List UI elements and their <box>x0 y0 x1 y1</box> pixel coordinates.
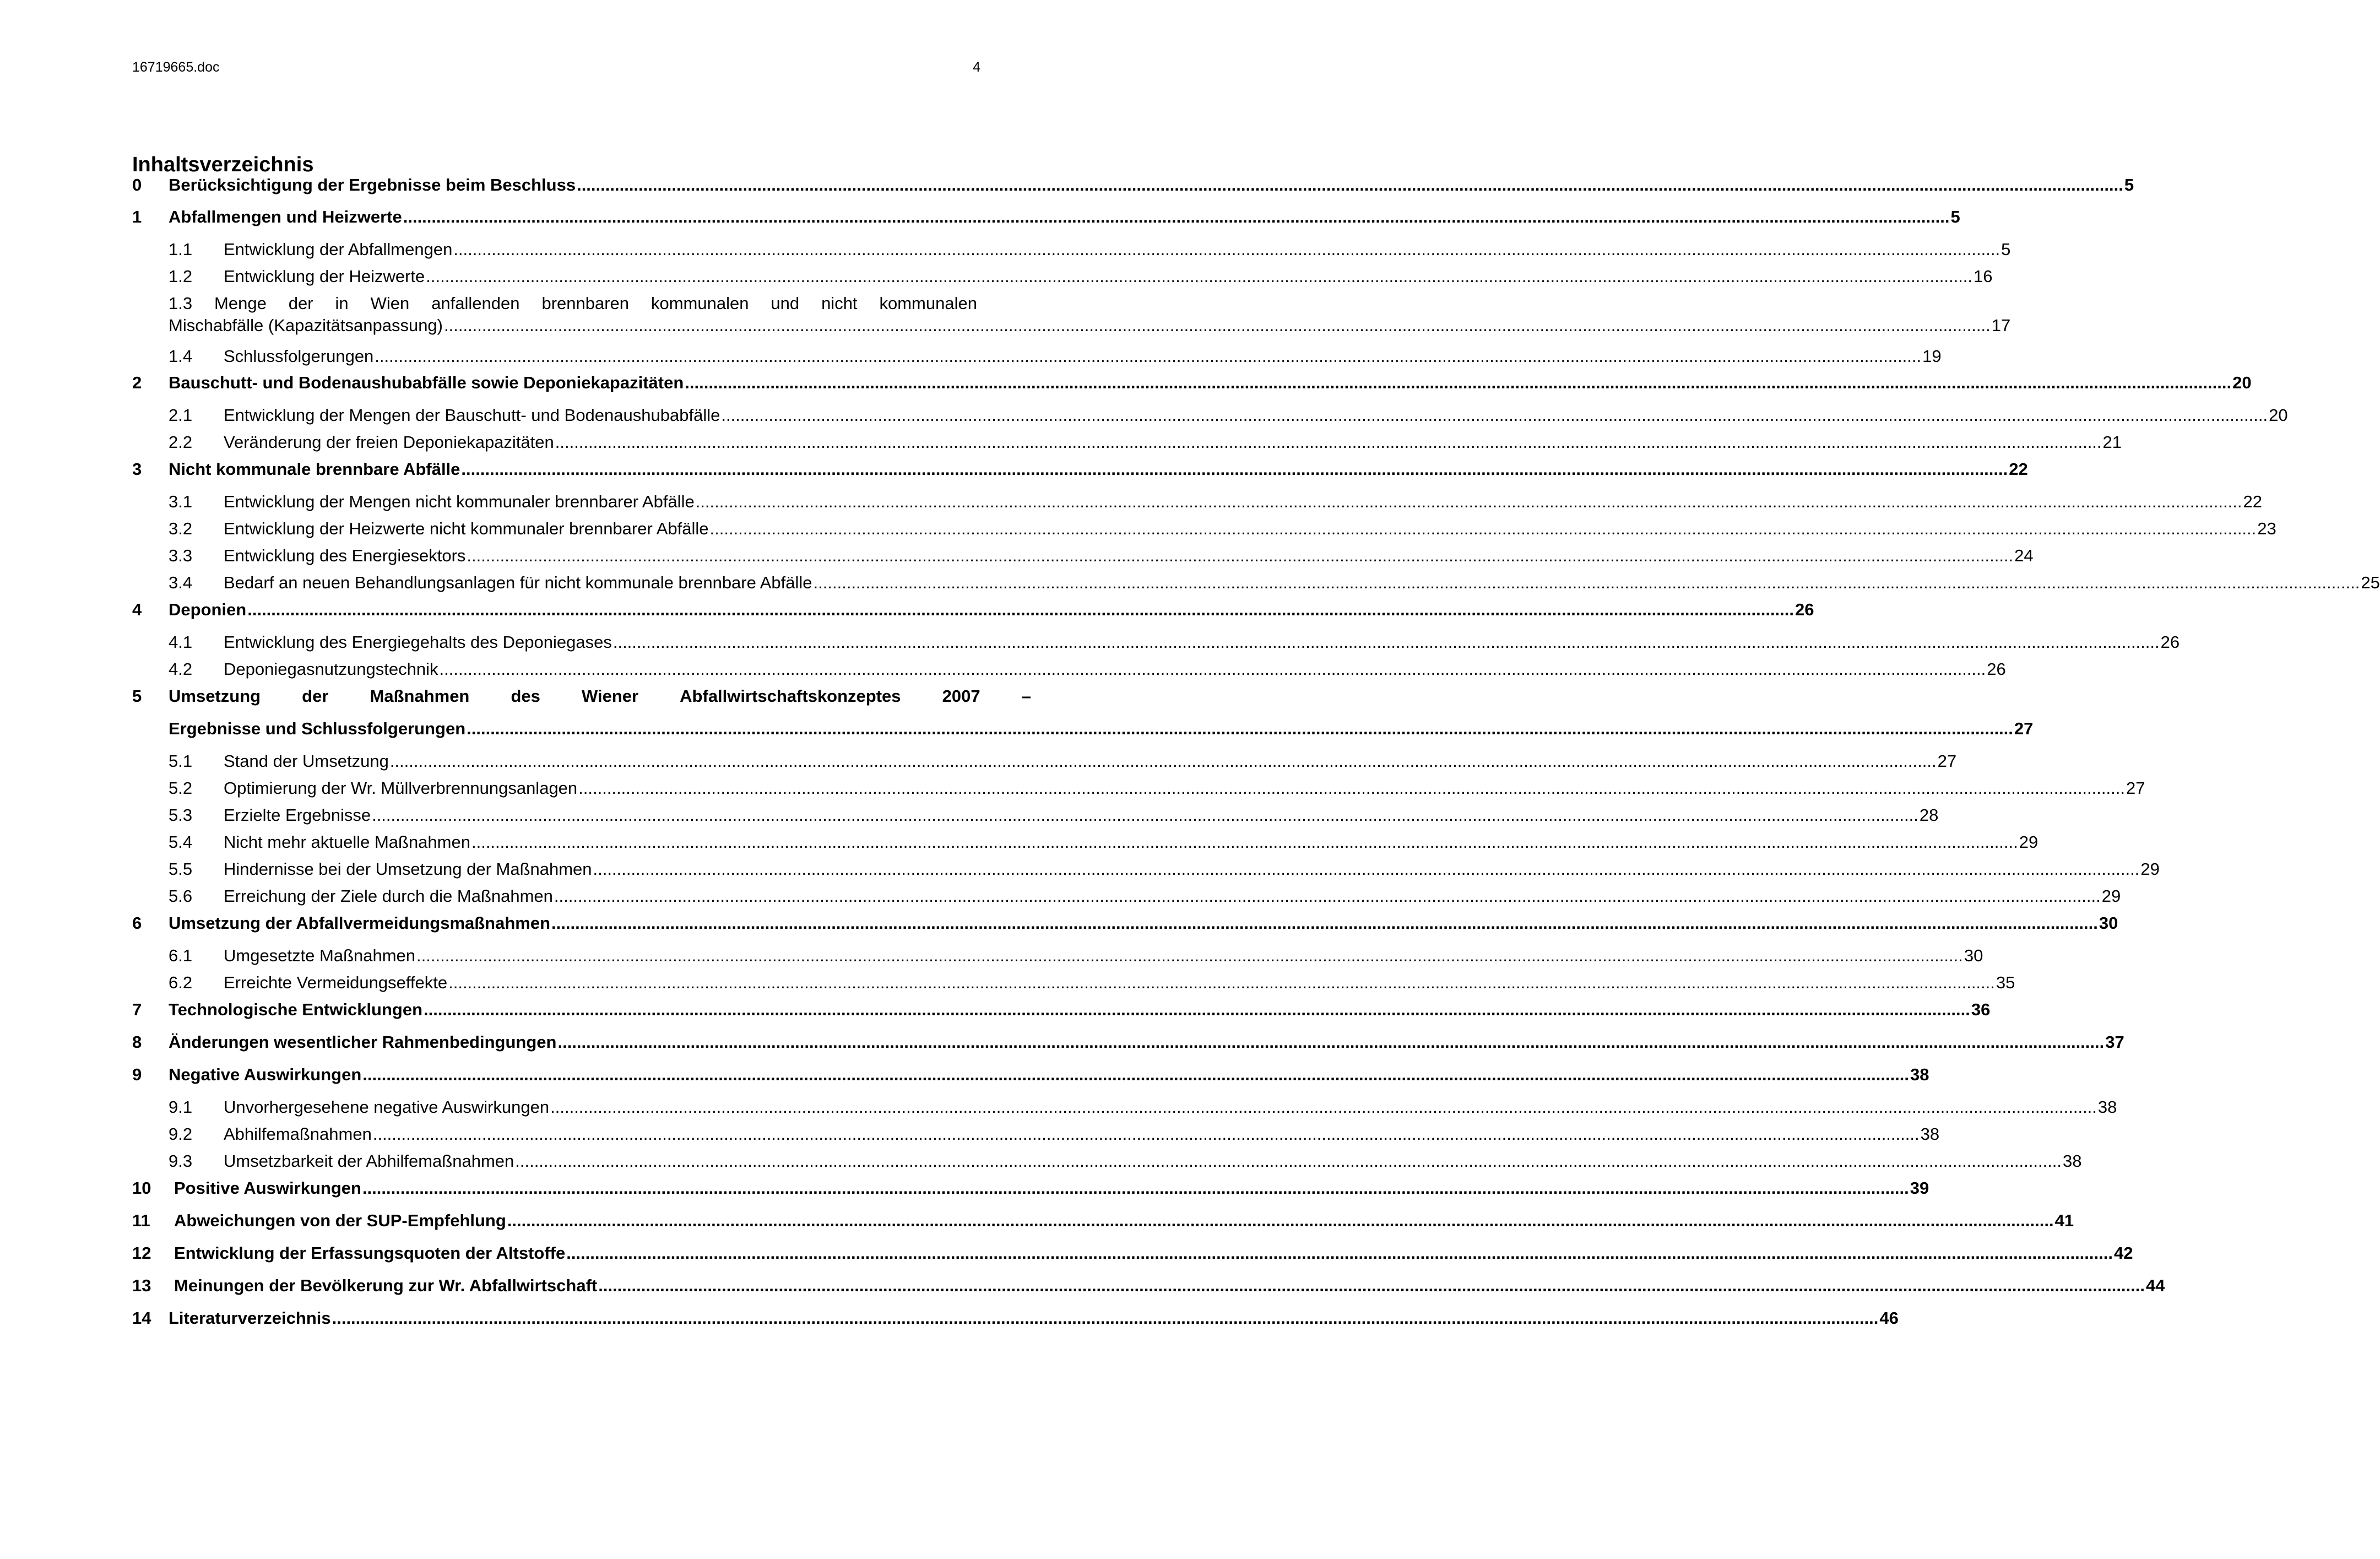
toc-entry-5-5[interactable]: 5.5 Hindernisse bei der Umsetzung der Maßnahmen ..... 29 <box>132 859 977 879</box>
toc-entry-5-2[interactable]: 5.2 Optimierung der Wr. Müllverbrennungsanlagen ..... 27 <box>132 778 977 798</box>
toc-entry-3-1[interactable]: 3.1 Entwicklung der Mengen nicht kommunaler brennbarer Abfälle ..... 22 <box>132 492 977 512</box>
toc-entry-5-1[interactable]: 5.1 Stand der Umsetzung ..... 27 <box>132 751 977 771</box>
toc-title: Inhaltsverzeichnis <box>132 153 314 176</box>
toc-entry-4-2[interactable]: 4.2 Deponiegasnutzungstechnik ..... 26 <box>132 659 977 679</box>
toc-entry-1-3[interactable]: 1.3 Menge der in Wien anfallenden brennbaren kommunalen und nicht kommunalen Mischabfälle (Kapazitätsanpassung) ..... 17 <box>169 294 977 335</box>
toc-entry-4-1[interactable]: 4.1 Entwicklung des Energiegehalts des Deponiegases ..... 26 <box>132 632 977 652</box>
toc-entry-12[interactable]: 12 Entwicklung der Erfassungsquoten der Altstoffe ..... 42 <box>132 1243 977 1263</box>
toc-entry-7[interactable]: 7 Technologische Entwicklungen ..... 36 <box>132 1000 977 1020</box>
toc-entry-6-2[interactable]: 6.2 Erreichte Vermeidungseffekte ..... 35 <box>132 973 977 993</box>
toc-entry-2-2[interactable]: 2.2 Veränderung der freien Deponiekapazitäten ..... 21 <box>132 432 977 452</box>
toc-entry-4[interactable]: 4 Deponien ..... 26 <box>132 600 977 620</box>
toc-entry-1-1[interactable]: 1.1 Entwicklung der Abfallmengen ..... 5 <box>132 240 977 259</box>
toc-entry-9-3[interactable]: 9.3 Umsetzbarkeit der Abhilfemaßnahmen ..... 38 <box>132 1151 977 1171</box>
toc-entry-9[interactable]: 9 Negative Auswirkungen ..... 38 <box>132 1065 977 1085</box>
toc-entry-8[interactable]: 8 Änderungen wesentlicher Rahmenbedingungen ..... 37 <box>132 1032 977 1052</box>
toc-entry-13[interactable]: 13 Meinungen der Bevölkerung zur Wr. Abfallwirtschaft ..... 44 <box>132 1276 977 1296</box>
toc-entry-3-2[interactable]: 3.2 Entwicklung der Heizwerte nicht kommunaler brennbarer Abfälle ..... 23 <box>132 519 977 539</box>
toc-entry-2[interactable]: 2 Bauschutt- und Bodenaushubabfälle sowie Deponiekapazitäten ..... 20 <box>132 373 977 393</box>
toc-entry-5-6[interactable]: 5.6 Erreichung der Ziele durch die Maßnahmen ..... 29 <box>132 886 977 906</box>
toc-entry-5-3[interactable]: 5.3 Erzielte Ergebnisse ..... 28 <box>132 805 977 825</box>
toc-entry-2-1[interactable]: 2.1 Entwicklung der Mengen der Bauschutt- und Bodenaushubabfälle ..... 20 <box>132 405 977 425</box>
toc-entry-5-4[interactable]: 5.4 Nicht mehr aktuelle Maßnahmen ..... 29 <box>132 832 977 852</box>
header-page-number: 4 <box>973 59 980 75</box>
toc-entry-11[interactable]: 11 Abweichungen von der SUP-Empfehlung ..... 41 <box>132 1211 977 1231</box>
toc-entry-1-2[interactable]: 1.2 Entwicklung der Heizwerte ..... 16 <box>132 267 977 286</box>
toc-entry-1[interactable]: 1 Abfallmengen und Heizwerte ..... 5 <box>132 207 977 227</box>
toc-entry-3-4[interactable]: 3.4 Bedarf an neuen Behandlungsanlagen für nicht kommunale brennbare Abfälle ..... 25 <box>132 573 977 593</box>
toc-entry-0[interactable]: 0 Berücksichtigung der Ergebnisse beim Beschluss ..... 5 <box>132 175 977 195</box>
toc-entry-10[interactable]: 10 Positive Auswirkungen ..... 39 <box>132 1178 977 1198</box>
toc-entry-3-3[interactable]: 3.3 Entwicklung des Energiesektors ..... 24 <box>132 546 977 566</box>
toc-entry-9-1[interactable]: 9.1 Unvorhergesehene negative Auswirkungen ..... 38 <box>132 1097 977 1117</box>
toc-entry-9-2[interactable]: 9.2 Abhilfemaßnahmen ..... 38 <box>132 1124 977 1144</box>
header-filename: 16719665.doc <box>132 59 220 75</box>
toc-entry-3[interactable]: 3 Nicht kommunale brennbare Abfälle ..... 22 <box>132 459 977 479</box>
toc-entry-14[interactable]: 14 Literaturverzeichnis ..... 46 <box>132 1308 977 1328</box>
toc-entry-6-1[interactable]: 6.1 Umgesetzte Maßnahmen ..... 30 <box>132 946 977 966</box>
toc-entry-1-4[interactable]: 1.4 Schlussfolgerungen ..... 19 <box>132 347 977 366</box>
toc-entry-6[interactable]: 6 Umsetzung der Abfallvermeidungsmaßnahmen ..... 30 <box>132 913 977 933</box>
